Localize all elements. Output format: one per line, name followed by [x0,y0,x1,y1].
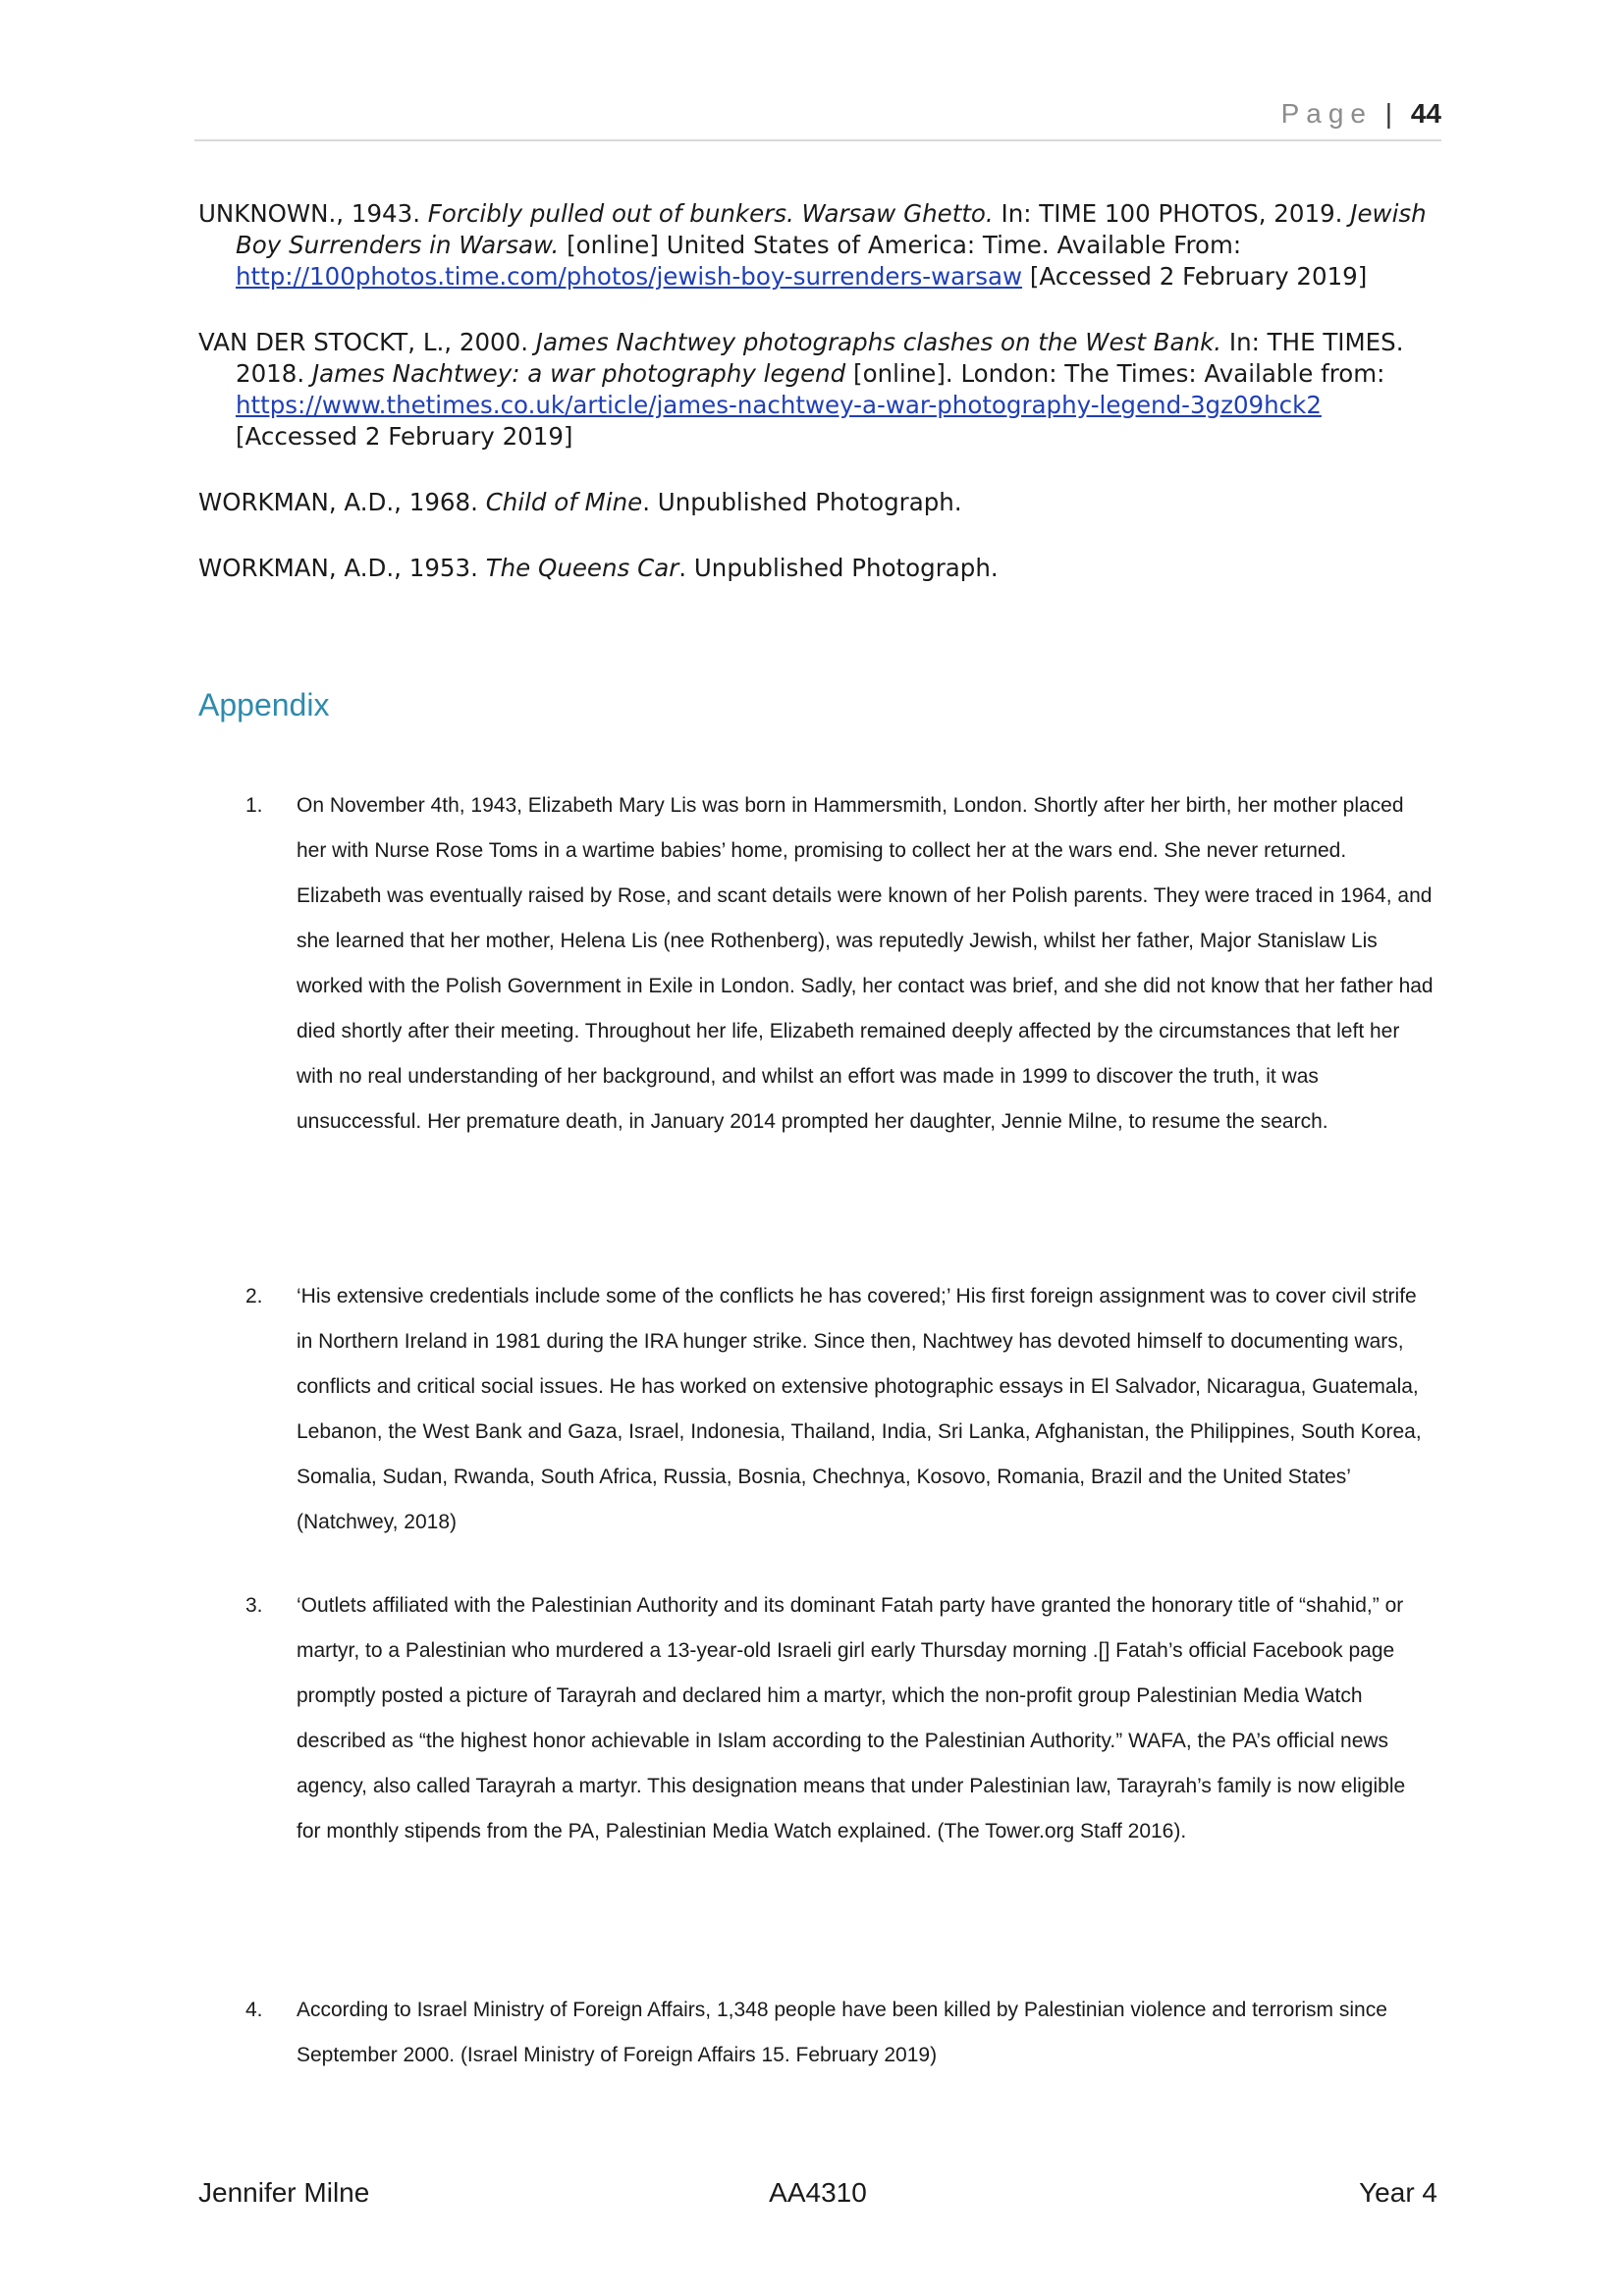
page-separator: | [1384,98,1392,129]
appendix-item [245,1274,1434,1545]
reference-source: In: THE TIMES. 2018. [236,328,1404,388]
appendix-item [245,1583,1434,1854]
appendix-item-number: 1. [245,794,263,817]
page-label: Page [1280,98,1373,129]
reference-item [198,487,1445,518]
appendix-heading: Appendix [198,687,330,722]
appendix-item-text: ‘His extensive credentials include some of the conflicts he has covered;’ His first foreign assignment was to cover civil strife in Northern Ireland in 1981 during the IRA hunger strike. Since then, Nachtwey has devoted himself to documenting wars, conflicts and critical social issues. He has worked on extensive photographic essays in El Salvador, Nicaragua, Guatemala, Lebanon, the West Bank and Gaza, Israel, Indonesia, Thailand, India, Sri Lanka, Afghanistan, the Philippines, South Korea, Somalia, Sudan, Rwanda, South Africa, Russia, Bosnia, Chechnya, Kosovo, Romania, Brazil and the United States’ (Natchwey, 2018) [297,1285,1422,1533]
reference-author: UNKNOWN., 1943. [198,199,428,228]
reference-note: . Unpublished Photograph. [642,488,962,516]
appendix-item-text: According to Israel Ministry of Foreign Affairs, 1,348 people have been killed by Palestinian violence and terrorism since September 2000. (Israel Ministry of Foreign Affairs 15. February 2019) [297,1999,1387,2066]
reference-title: James Nachtwey: a war photography legend [311,359,846,388]
reference-link[interactable]: https://www.thetimes.co.uk/article/james-nachtwey-a-war-photography-legend-3gz09hck2 [236,391,1322,419]
reference-item [198,327,1445,453]
reference-title: James Nachtwey photographs clashes on the West Bank. [535,328,1222,356]
reference-accessed: [Accessed 2 February 2019] [236,422,573,451]
reference-link[interactable]: http://100photos.time.com/photos/jewish-boy-surrenders-warsaw [236,262,1023,291]
footer-author: Jennifer Milne [198,2177,370,2208]
appendix-item-text: On November 4th, 1943, Elizabeth Mary Lis was born in Hammersmith, London. Shortly after her birth, her mother placed her with Nurse Rose Toms in a wartime babies’ home, promising to collect her at the wars end. She never returned. Elizabeth was eventually raised by Rose, and scant details were known of her Polish parents. They were traced in 1964, and she learned that her mother, Helena Lis (nee Rothenberg), was reputedly Jewish, whilst her father, Major Stanislaw Lis worked with the Polish Government in Exile in London. Sadly, her contact was brief, and she did not know that her father had died shortly after their meeting. Throughout her life, Elizabeth remained deeply affected by the circumstances that left her with no real understanding of her background, and whilst an effort was made in 1999 to discover the truth, it was unsuccessful. Her premature death, in January 2014 prompted her daughter, Jennie Milne, to resume the search. [297,794,1434,1133]
reference-item [198,553,1445,584]
reference-note: . Unpublished Photograph. [678,554,999,582]
reference-title: Child of Mine [485,488,643,516]
reference-list [198,198,1445,618]
reference-author: WORKMAN, A.D., 1953. [198,554,486,582]
reference-source: In: TIME 100 PHOTOS, 2019. [993,199,1351,228]
page-number: 44 [1410,98,1441,129]
appendix-item-number: 3. [245,1594,263,1617]
reference-source: [online]. London: The Times: Available from: [845,359,1385,388]
reference-item [198,198,1445,293]
page-header [194,98,1441,141]
reference-source: [online] United States of America: Time. Available From: [559,231,1242,259]
appendix-item-number: 4. [245,1999,263,2021]
page-footer [198,2177,1437,2216]
reference-accessed: [Accessed 2 February 2019] [1022,262,1368,291]
reference-author: VAN DER STOCKT, L., 2000. [198,328,536,356]
appendix-item [245,783,1434,1145]
appendix-item [245,1988,1434,2078]
appendix-item-number: 2. [245,1285,263,1308]
reference-title: The Queens Car [485,554,679,582]
reference-author: WORKMAN, A.D., 1968. [198,488,486,516]
footer-year: Year 4 [1359,2177,1437,2208]
reference-title: Jewish Boy Surrenders in Warsaw. [236,199,1427,259]
reference-title: Forcibly pulled out of bunkers. Warsaw Ghetto. [427,199,994,228]
appendix-item-text: ‘Outlets affiliated with the Palestinian Authority and its dominant Fatah party have granted the honorary title of “shahid,” or martyr, to a Palestinian who murdered a 13-year-old Israeli girl early Thursday morning .[] Fatah’s official Facebook page promptly posted a picture of Tarayrah and declared him a martyr, which the non-profit group Palestinian Media Watch described as “the highest honor achievable in Islam according to the Palestinian Authority.” WAFA, the PA’s official news agency, also called Tarayrah a martyr. This designation means that under Palestinian law, Tarayrah’s family is now eligible for monthly stipends from the PA, Palestinian Media Watch explained. (The Tower.org Staff 2016). [297,1594,1406,1842]
footer-course: AA4310 [769,2177,867,2208]
